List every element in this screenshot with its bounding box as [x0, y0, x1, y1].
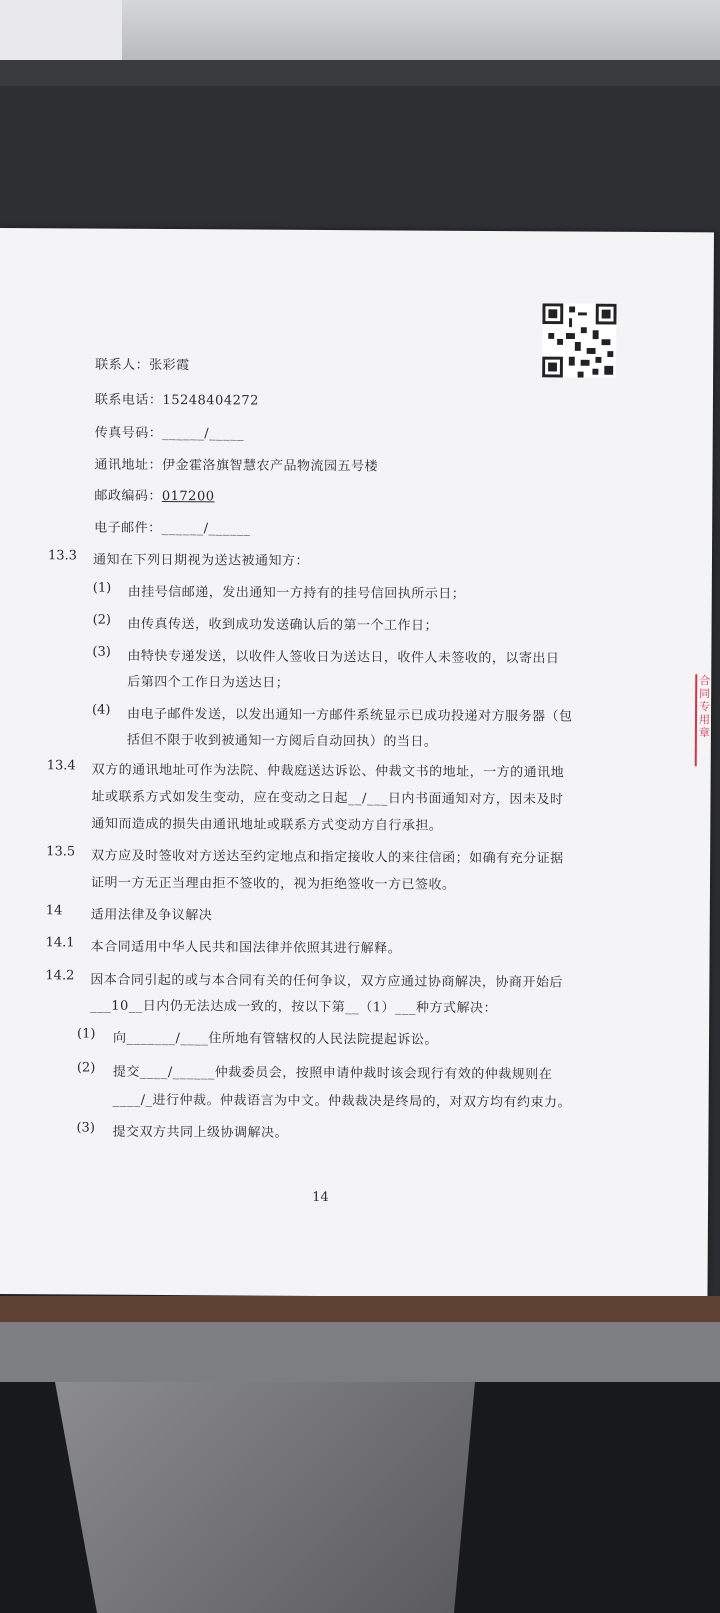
item-number: (4): [92, 702, 111, 718]
item-text: 提交双方共同上级协调解决。: [112, 1124, 289, 1141]
item-text: 后第四个工作日为送达日；: [127, 674, 290, 691]
clause-text: 证明一方无正当理由拒不签收的，视为拒绝签收一方已签收。: [90, 875, 456, 893]
item-number: (3): [76, 1120, 95, 1136]
contact-postal: [94, 485, 214, 505]
contact-address: 通讯地址：伊金霍洛旗智慧农产品物流园五号楼: [94, 457, 379, 475]
background-desk-edge: [0, 1296, 720, 1322]
document-page: [0, 228, 714, 1298]
item-text: 由电子邮件发送，以发出通知一方邮件系统显示已成功投递对方服务器（包: [126, 706, 573, 725]
background-cloth: [55, 1382, 475, 1613]
red-seal-stamp: [695, 674, 720, 766]
email-value: ______/______: [161, 520, 251, 537]
clause-text: 因本合同引起的或与本合同有关的任何争议，双方应通过协商解决，协商开始后: [90, 972, 563, 991]
item-number: (2): [76, 1060, 96, 1076]
item-text: ____/_进行仲裁。仲裁语言为中文。仲裁裁决是终局的，对双方均有约束力。: [112, 1092, 572, 1111]
postal-label: 邮政编码：: [94, 488, 162, 504]
contact-email: [94, 517, 251, 537]
item-number: (1): [77, 1026, 96, 1042]
item-text: 提交____/______仲裁委员会，按照申请仲裁时该会现行有效的仲裁规则在: [112, 1064, 553, 1083]
item-number: (2): [92, 612, 112, 628]
page-number: 14: [312, 1189, 329, 1206]
qr-code-icon: [542, 303, 616, 377]
item-text: 由特快专递发送，以收件人签收日为送达日，收件人未签收的，以寄出日: [127, 648, 560, 667]
item-number: (1): [92, 580, 112, 596]
item-text: 由挂号信邮递，发出通知一方持有的挂号信回执所示日；: [127, 584, 466, 602]
contact-person: 联系人：张彩霞: [95, 357, 190, 374]
email-label: 电子邮件：: [94, 520, 162, 536]
item-number: (3): [92, 644, 111, 660]
clause-text: 双方的通讯地址可作为法院、仲裁庭送达诉讼、仲裁文书的地址，一方的通讯地: [91, 762, 565, 781]
clause-text: 双方应及时签收对方送达至约定地点和指定接收人的来往信函；如确有充分证据: [91, 848, 564, 867]
stamp-text: 合同专用章: [698, 674, 711, 740]
fax-label: 传真号码：: [94, 425, 163, 441]
fax-value: ______/_____: [162, 425, 245, 442]
contact-phone: 联系电话：15248404272: [94, 392, 259, 409]
clause-number: 13.3: [47, 548, 77, 564]
item-text: 由传真传送，收到成功发送确认后的第一个工作日；: [127, 616, 439, 634]
clause-number: 13.4: [46, 758, 76, 774]
clause-number: 13.5: [46, 844, 76, 860]
section-number: 14: [45, 903, 63, 919]
clause-text: ___10__日内仍无法达成一致的，按以下第__（1）___种方式解决：: [90, 998, 498, 1017]
background-desk: [0, 86, 720, 232]
contact-fax: [95, 422, 245, 442]
item-text: 向_______/____住所地有管辖权的人民法院提起诉讼。: [113, 1030, 438, 1048]
section-title: 适用法律及争议解决: [90, 907, 213, 924]
background-desk-lower: [0, 1322, 720, 1382]
clause-number: 14.2: [45, 968, 75, 984]
clause-text: 本合同适用中华人民共和国法律并依照其进行解释。: [90, 939, 402, 957]
clause-text: 址或联系方式如发生变动，应在变动之日起__/___日内书面通知对方，因未及时: [91, 789, 564, 808]
clause-number: 14.1: [45, 935, 75, 951]
clause-text: 通知而造成的损失由通讯地址或联系方式变动方自行承担。: [91, 816, 443, 834]
background-rail: [0, 60, 720, 86]
postal-value: 017200: [161, 488, 215, 505]
clause-text: 通知在下列日期视为送达被通知方：: [92, 552, 310, 569]
background-desk-top: [122, 0, 720, 60]
item-text: 括但不限于收到被通知一方阅后自动回执）的当日。: [126, 732, 438, 750]
